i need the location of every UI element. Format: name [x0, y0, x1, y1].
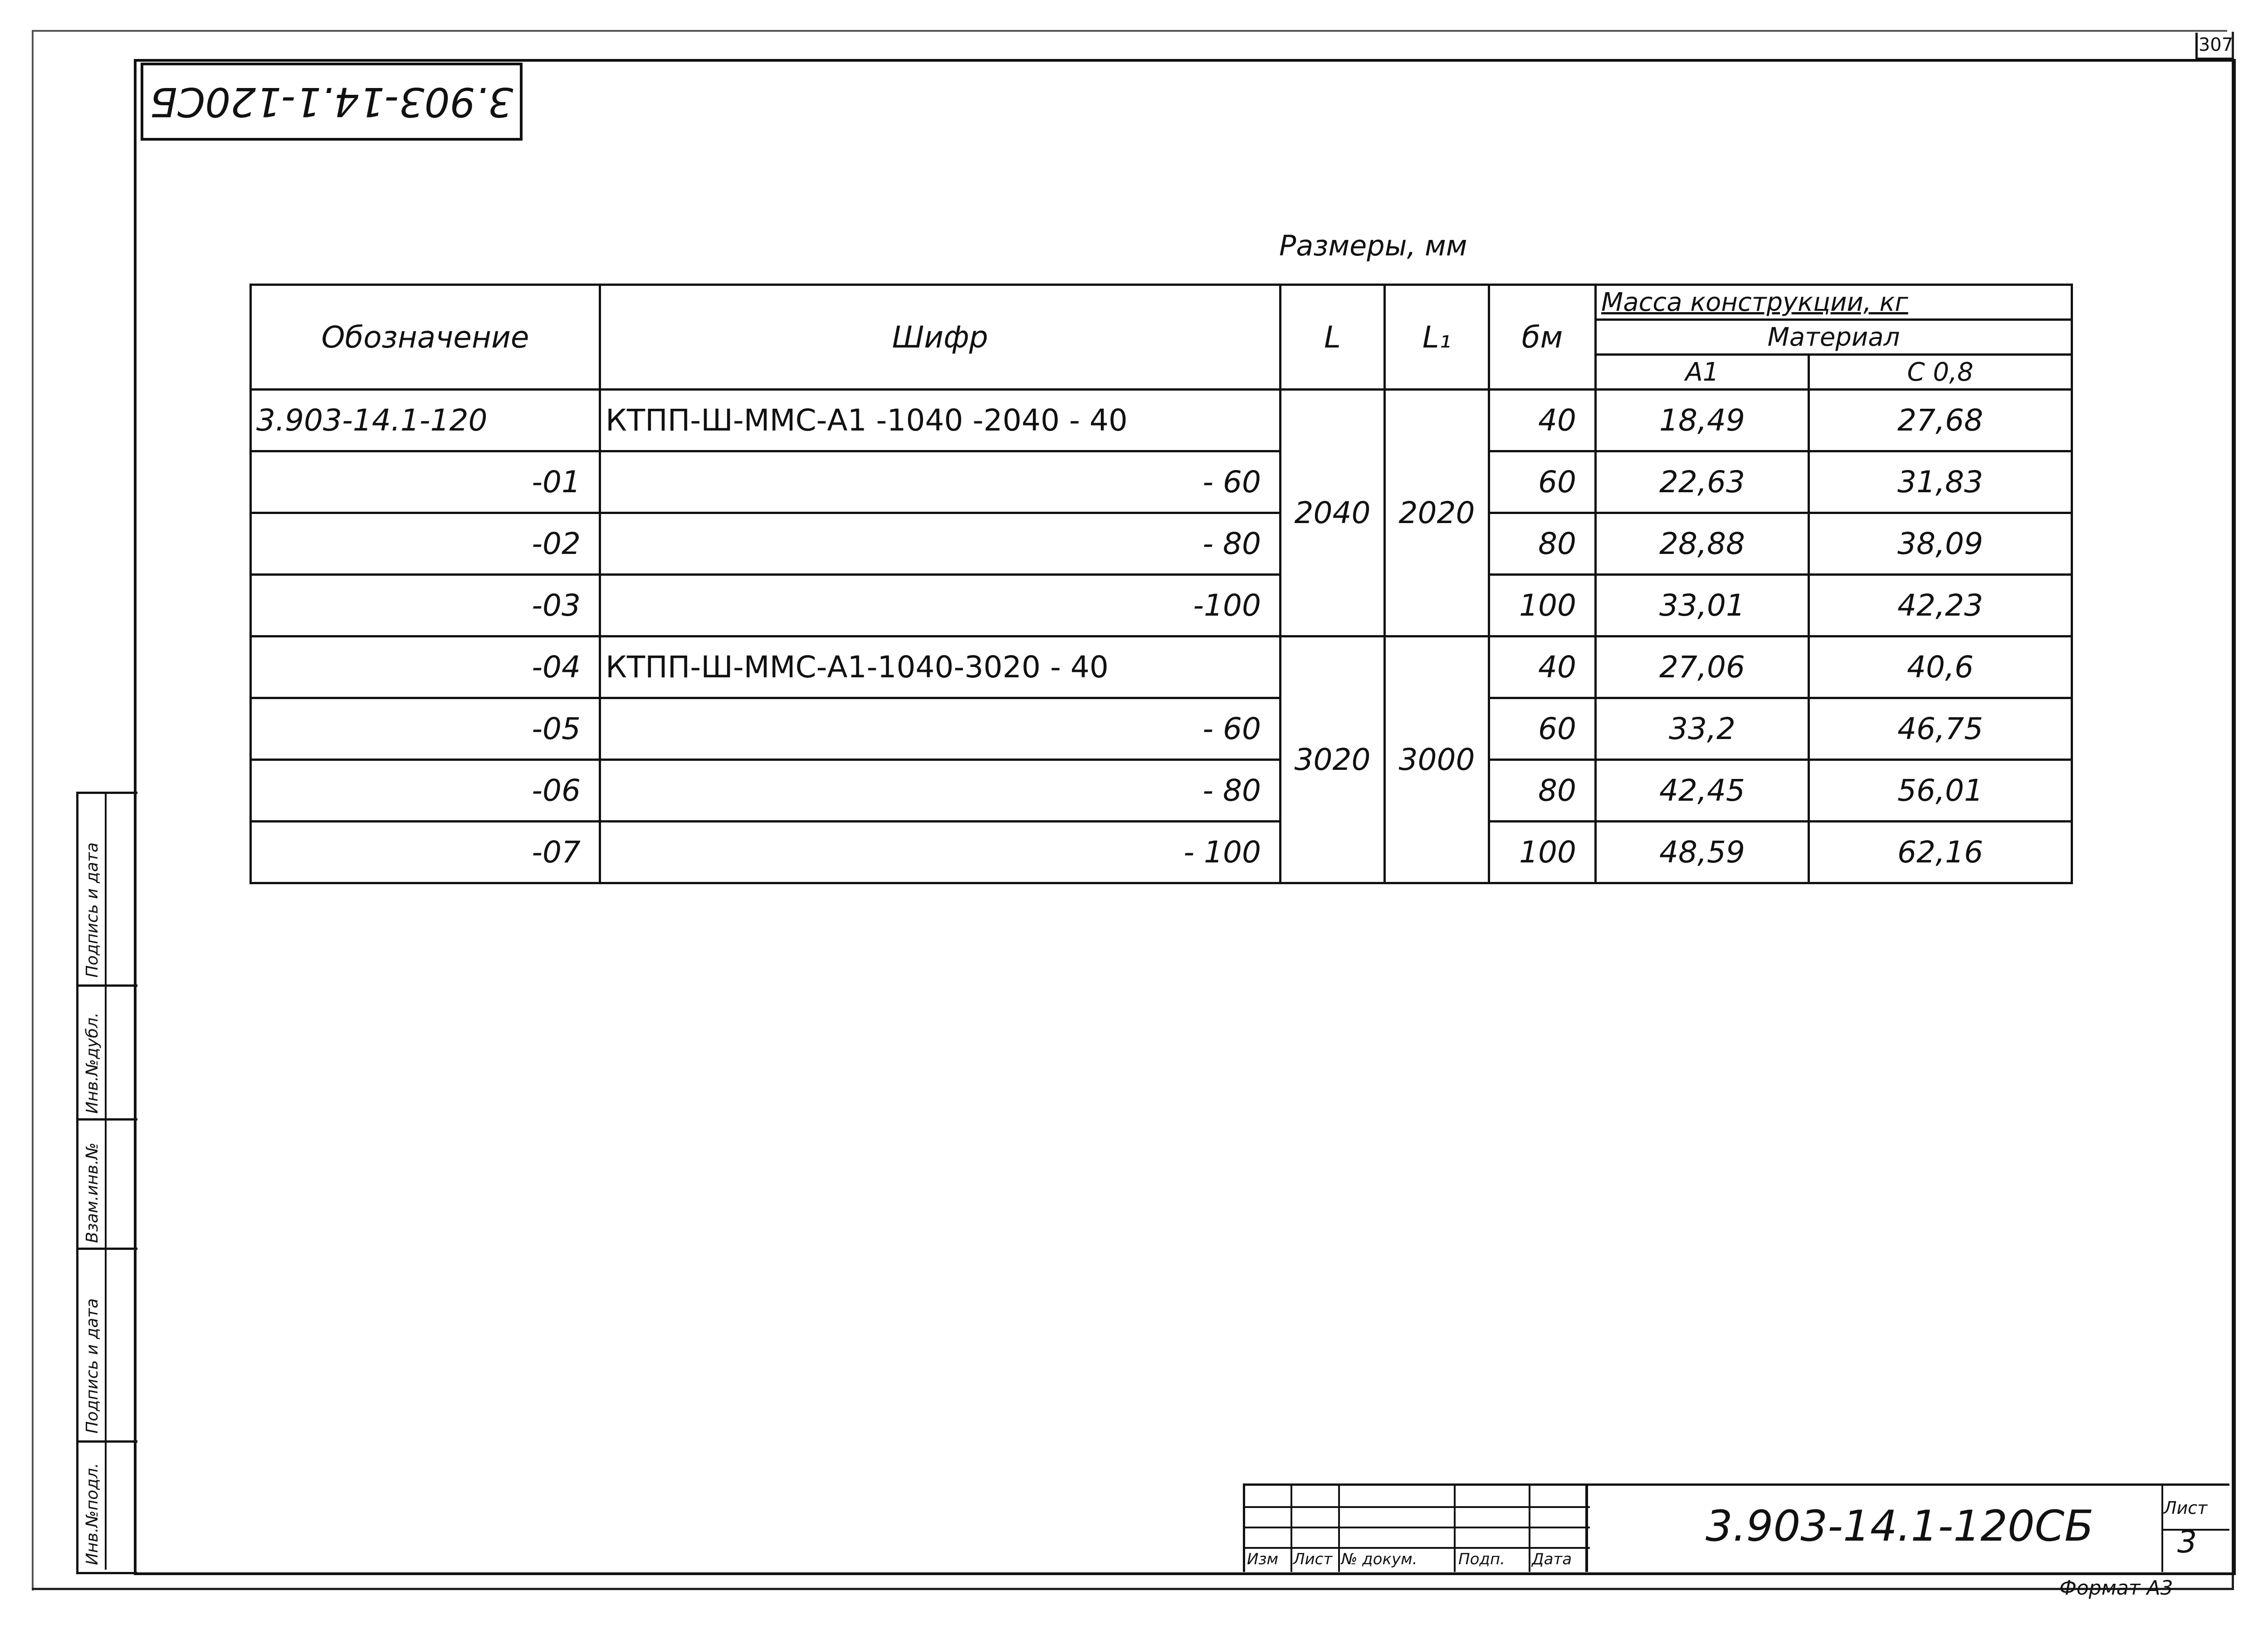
header-c08: С 0,8 — [1809, 355, 2072, 390]
row-c08: 62,16 — [1809, 822, 2072, 883]
table-row — [251, 760, 2072, 822]
side-cell — [78, 1250, 137, 1443]
row-bm: 60 — [1489, 698, 1596, 760]
row-cipher: -100 — [600, 575, 1281, 636]
row-c08: 38,09 — [1809, 513, 2072, 575]
mirrored-code-box — [141, 63, 523, 141]
table-row — [251, 822, 2072, 883]
table-row — [251, 636, 2072, 698]
table-title: Размеры, мм — [1279, 229, 1467, 262]
side-label-sign-date-1: Подпись и дата — [83, 1298, 102, 1434]
row-cipher: - 80 — [600, 760, 1281, 822]
row-c08: 31,83 — [1809, 451, 2072, 513]
row-cipher: КТПП-Ш-ММС-А1 -1040 -2040 - 40 — [600, 390, 1281, 451]
row-designation: -01 — [251, 451, 600, 513]
row-a1: 33,01 — [1596, 575, 1809, 636]
row-bm: 100 — [1489, 575, 1596, 636]
table-row — [251, 698, 2072, 760]
header-bm: бм — [1489, 285, 1596, 390]
row-a1: 22,63 — [1596, 451, 1809, 513]
row-bm: 40 — [1489, 390, 1596, 451]
row-a1: 18,49 — [1596, 390, 1809, 451]
row-c08: 56,01 — [1809, 760, 2072, 822]
side-label-replace-inv: Взам.инв.№ — [83, 1142, 102, 1243]
sheet-number: 3 — [2177, 1524, 2197, 1560]
stamp-izm: Изм — [1247, 1550, 1279, 1568]
row-designation: 3.903-14.1-120 — [251, 390, 600, 451]
spec-table — [249, 284, 2073, 884]
row-cipher: - 100 — [600, 822, 1281, 883]
stamp-sign: Подп. — [1458, 1550, 1505, 1568]
row-cipher: - 80 — [600, 513, 1281, 575]
table-row — [251, 575, 2072, 636]
side-cell — [78, 987, 137, 1121]
row-cipher: - 60 — [600, 451, 1281, 513]
row-bm: 80 — [1489, 513, 1596, 575]
row-c08: 46,75 — [1809, 698, 2072, 760]
row-designation: -02 — [251, 513, 600, 575]
header-a1: А1 — [1596, 355, 1809, 390]
header-mass: Масса конструкции, кг — [1596, 285, 2072, 320]
mirrored-code: 3.903-14.1-120СБ — [150, 78, 513, 125]
row-bm: 80 — [1489, 760, 1596, 822]
stamp-date: Дата — [1532, 1550, 1572, 1568]
row-bm: 100 — [1489, 822, 1596, 883]
header-designation: Обозначение — [251, 285, 600, 390]
row-a1: 42,45 — [1596, 760, 1809, 822]
row-c08: 42,23 — [1809, 575, 2072, 636]
row-designation: -05 — [251, 698, 600, 760]
group2-L1: 3000 — [1385, 636, 1489, 883]
sheet-label: Лист — [2164, 1498, 2208, 1518]
row-a1: 28,88 — [1596, 513, 1809, 575]
side-stamp — [76, 792, 137, 1574]
row-bm: 40 — [1489, 636, 1596, 698]
header-material: Материал — [1596, 320, 2072, 355]
side-cell — [78, 1121, 137, 1250]
row-designation: -07 — [251, 822, 600, 883]
group2-L: 3020 — [1281, 636, 1385, 883]
side-label-orig-inv: Инв.№подл. — [83, 1463, 102, 1565]
table-row — [251, 513, 2072, 575]
row-designation: -04 — [251, 636, 600, 698]
group1-L1: 2020 — [1385, 390, 1489, 636]
row-cipher: КТПП-Ш-ММС-А1-1040-3020 - 40 — [600, 636, 1281, 698]
table-row — [251, 390, 2072, 451]
row-a1: 48,59 — [1596, 822, 1809, 883]
side-cell — [78, 1443, 137, 1570]
header-row-1 — [251, 285, 2072, 320]
row-c08: 27,68 — [1809, 390, 2072, 451]
stamp-doc-no: № докум. — [1341, 1550, 1418, 1568]
row-a1: 27,06 — [1596, 636, 1809, 698]
side-cell — [78, 794, 137, 987]
group1-L: 2040 — [1281, 390, 1385, 636]
document-code: 3.903-14.1-120СБ — [1706, 1502, 2094, 1551]
row-a1: 33,2 — [1596, 698, 1809, 760]
page-number: 307 — [2195, 33, 2234, 60]
format-label: Формат А3 — [2059, 1576, 2173, 1600]
row-cipher: - 60 — [600, 698, 1281, 760]
header-cipher: Шифр — [600, 285, 1281, 390]
side-label-dup-inv: Инв.№дубл. — [83, 1012, 102, 1114]
stamp-list: Лист — [1293, 1550, 1333, 1568]
row-designation: -06 — [251, 760, 600, 822]
table-row — [251, 451, 2072, 513]
side-label-sign-date-2: Подпись и дата — [83, 842, 102, 978]
row-designation: -03 — [251, 575, 600, 636]
header-L: L — [1281, 285, 1385, 390]
row-bm: 60 — [1489, 451, 1596, 513]
header-L1: L₁ — [1385, 285, 1489, 390]
row-c08: 40,6 — [1809, 636, 2072, 698]
